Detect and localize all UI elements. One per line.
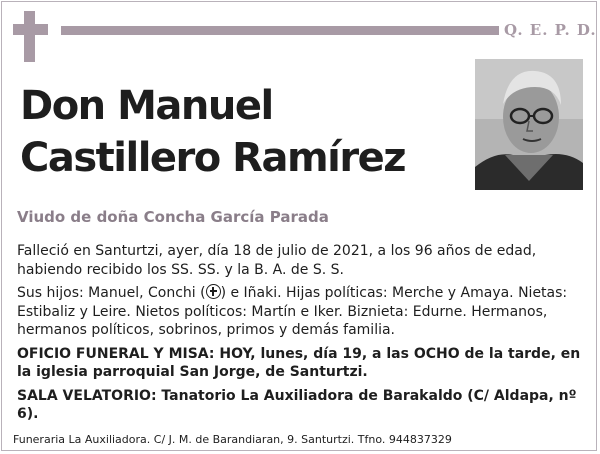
- family-paragraph: [17, 284, 592, 340]
- funeral-home-footer: Funeraria La Auxiliadora. C/ J. M. de Barandiaran, 9. Santurtzi. Tfno. 944837329: [13, 433, 452, 446]
- family-text-start: Sus hijos: Manuel, Conchi (: [17, 285, 206, 301]
- obituary-body: [17, 242, 592, 429]
- deceased-name: [20, 80, 405, 184]
- cross-icon: [24, 11, 35, 62]
- name-line-2: Castillero Ramírez: [20, 135, 405, 181]
- deceased-cross-icon: [206, 284, 221, 299]
- obituary-card: [1, 1, 597, 451]
- cross-icon-arm: [13, 24, 48, 35]
- qepd-label: Q. E. P. D.: [504, 21, 597, 39]
- funeral-paragraph: OFICIO FUNERAL Y MISA: HOY, lunes, día 19, a las OCHO de la tarde, en la iglesia parroquial San Jorge, de Santurtzi.: [17, 345, 581, 380]
- death-paragraph: Falleció en Santurtzi, ayer, día 18 de julio de 2021, a los 96 años de edad, habiendo recibido los SS. SS. y la B. A. de S. S.: [17, 243, 537, 278]
- wake-paragraph: SALA VELATORIO: Tanatorio La Auxiliadora de Barakaldo (C/ Aldapa, nº 6).: [17, 387, 577, 422]
- name-line-1: Don Manuel: [20, 83, 273, 129]
- portrait-image: [475, 59, 583, 190]
- deceased-photo: [475, 59, 583, 190]
- widow-of-text: Viudo de doña Concha García Parada: [17, 208, 329, 226]
- family-text-end: ) e Iñaki. Hijas políticas: Merche y Amaya. Nietas: Estibaliz y Leire. Nietos políticos: Martín e Iker. Biznieta: Edurne. Hermanos, hermanos políticos, sobrinos, primos y demás familia.: [17, 285, 568, 338]
- header-divider: [61, 26, 499, 35]
